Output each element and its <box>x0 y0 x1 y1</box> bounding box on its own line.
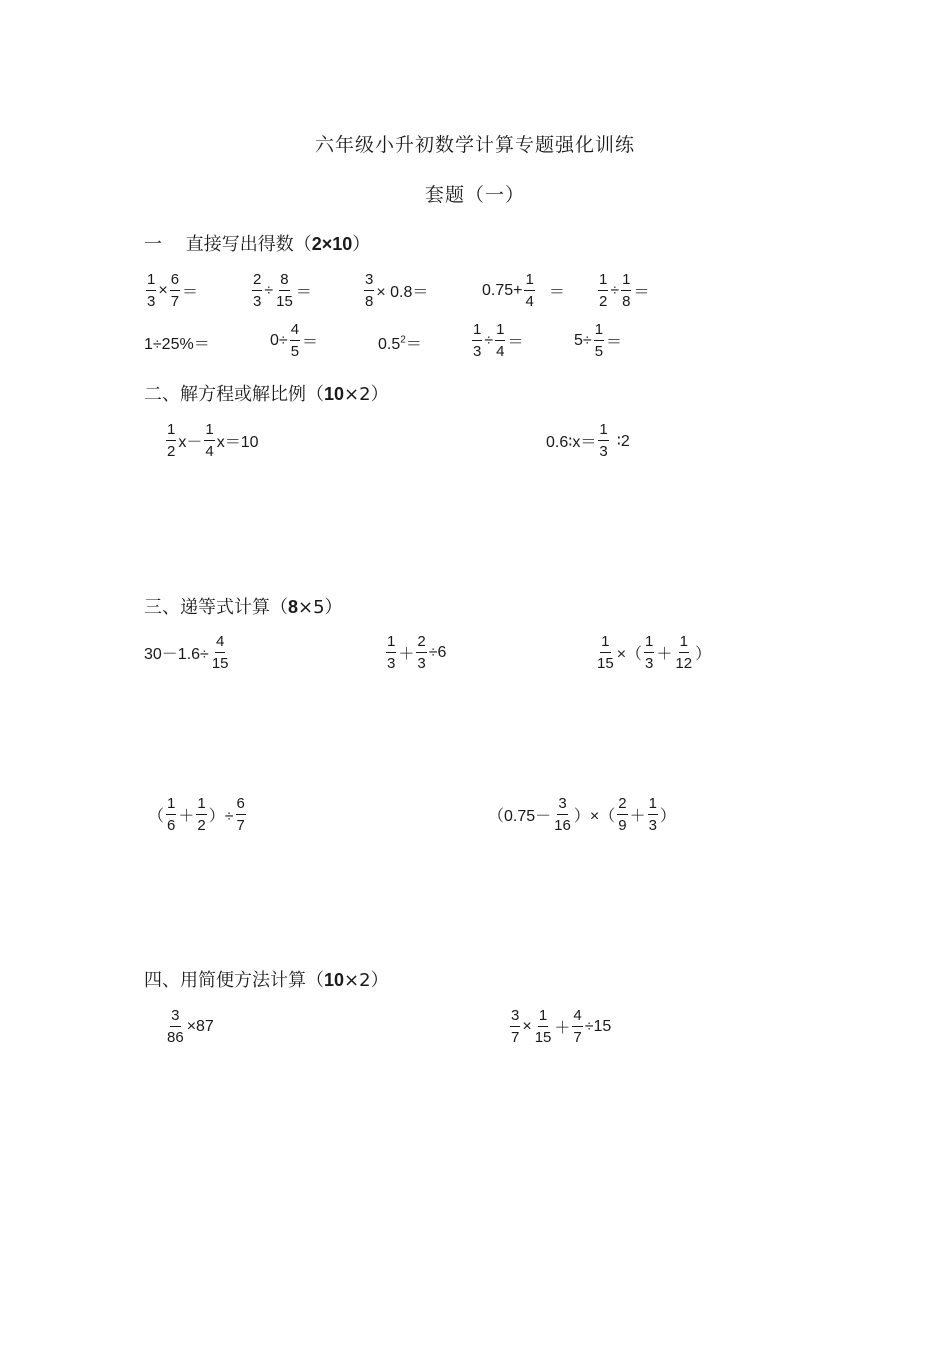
fraction: $\frac{3}{86}$ <box>167 1007 184 1046</box>
fraction: $\frac{8}{15}$ <box>276 271 293 310</box>
fraction: $\frac{1}{3}$ <box>599 421 608 460</box>
problem-1-2: $\frac{2}{3}$ ÷ $\frac{8}{15}$ ＝ <box>253 271 312 310</box>
section-2-heading: 二、解方程或解比例（10×2） <box>144 384 389 405</box>
fraction: $\frac{1}{3}$ <box>473 321 482 360</box>
section-1-heading: 一 直接写出得数（2×10） <box>144 234 371 255</box>
equation-2-1: $\frac{1}{2}$ x－ $\frac{1}{4}$ x＝10 <box>167 421 259 460</box>
fraction: $\frac{1}{2}$ <box>167 421 176 460</box>
calc-3-5: （0.75－ $\frac{3}{16}$ ）×（ $\frac{2}{9}$ ＋ $\frac{1}{3}$ ） <box>488 795 676 834</box>
page-title: 六年级小升初数学计算专题强化训练 <box>314 134 635 156</box>
fraction: $\frac{3}{16}$ <box>554 795 571 834</box>
calc-3-4: （ $\frac{1}{6}$ ＋ $\frac{1}{2}$ ）÷ $\frac{6}{7}$ <box>148 795 245 834</box>
fraction: $\frac{1}{3}$ <box>147 271 156 310</box>
simplify-4-2: $\frac{3}{7}$ × $\frac{1}{15}$ ＋ $\frac{4}{7}$ ÷15 <box>511 1007 612 1046</box>
problem-1-1: $\frac{1}{3}$ × $\frac{6}{7}$ ＝ <box>147 271 199 310</box>
fraction: $\frac{1}{15}$ <box>534 1007 552 1046</box>
fraction: $\frac{1}{8}$ <box>622 271 631 310</box>
fraction: $\frac{1}{4}$ <box>496 321 505 360</box>
fraction: $\frac{1}{4}$ <box>525 271 534 310</box>
fraction: $\frac{4}{5}$ <box>290 321 300 360</box>
fraction: $\frac{1}{4}$ <box>205 421 214 460</box>
fraction: $\frac{2}{9}$ <box>618 795 627 834</box>
equation-2-2: 0.6∶x＝ $\frac{1}{3}$ ∶2 <box>546 421 630 460</box>
fraction: $\frac{2}{3}$ <box>417 633 426 672</box>
section-3-heading: 三、递等式计算（8×5） <box>144 597 343 618</box>
fraction: $\frac{1}{3}$ <box>645 633 654 672</box>
fraction: $\frac{4}{15}$ <box>211 633 229 672</box>
problem-1-3: $\frac{3}{8}$ × 0.8＝ <box>365 271 429 310</box>
calc-3-3: $\frac{1}{15}$ ×（ $\frac{1}{3}$ ＋ $\frac{1}{12}$ ） <box>597 633 712 672</box>
fraction: $\frac{1}{5}$ <box>594 321 604 360</box>
problem-1-10: 5÷ $\frac{1}{5}$ ＝ <box>574 321 623 360</box>
fraction: $\frac{2}{3}$ <box>253 271 262 310</box>
calc-3-2: $\frac{1}{3}$ ＋ $\frac{2}{3}$ ÷6 <box>387 633 447 672</box>
fraction: $\frac{4}{7}$ <box>573 1007 582 1046</box>
problem-1-4: 0.75+ $\frac{1}{4}$ ＝ <box>482 271 565 310</box>
simplify-4-1: $\frac{3}{86}$ ×87 <box>167 1007 214 1046</box>
calc-3-1: 30－1.6÷ $\frac{4}{15}$ <box>144 633 229 672</box>
fraction: $\frac{1}{3}$ <box>387 633 396 672</box>
fraction: $\frac{1}{2}$ <box>197 795 206 834</box>
problem-1-6: 1÷25%＝ <box>144 335 210 353</box>
problem-1-5: $\frac{1}{2}$ ÷ $\frac{1}{8}$ ＝ <box>599 271 650 310</box>
fraction: $\frac{1}{2}$ <box>599 271 608 310</box>
fraction: $\frac{1}{6}$ <box>167 795 176 834</box>
fraction: $\frac{1}{12}$ <box>675 633 693 672</box>
problem-1-8: $0.5^2=$ <box>378 334 422 353</box>
fraction: $\frac{3}{8}$ <box>365 271 374 310</box>
fraction: $\frac{1}{15}$ <box>597 633 614 672</box>
fraction: $\frac{6}{7}$ <box>170 271 180 310</box>
fraction: $\frac{6}{7}$ <box>236 795 245 834</box>
fraction: $\frac{1}{3}$ <box>648 795 657 834</box>
page-subtitle: 套题（一） <box>424 184 525 206</box>
problem-1-7: 0÷ $\frac{4}{5}$ ＝ <box>270 321 319 360</box>
fraction: $\frac{3}{7}$ <box>511 1007 520 1046</box>
section-4-heading: 四、用简便方法计算（10×2） <box>144 970 389 991</box>
problem-1-9: $\frac{1}{3}$ ÷ $\frac{1}{4}$ ＝ <box>473 321 524 360</box>
